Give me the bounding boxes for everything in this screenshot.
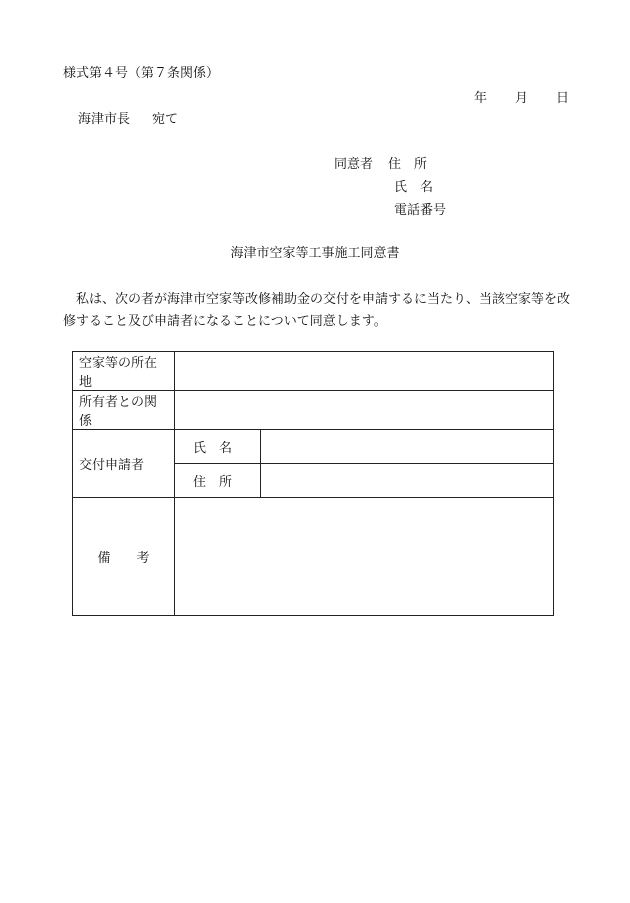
- table-row-location: [73, 352, 554, 391]
- applicant-name-label: 氏 名: [175, 430, 261, 464]
- applicant-name-field[interactable]: [261, 430, 554, 464]
- applicant-address-field[interactable]: [261, 464, 554, 498]
- relation-label: 所有者との関係: [73, 391, 175, 430]
- consenter-phone-label: 電話番号: [394, 203, 447, 218]
- remarks-label: 備 考: [73, 498, 175, 616]
- date-day-label: 日: [556, 91, 570, 106]
- document-title: 海津市空家等工事施工同意書: [230, 246, 400, 261]
- remarks-field[interactable]: [175, 498, 554, 616]
- consenter-label: 同意者: [334, 157, 374, 172]
- consenter-name-label: 氏 名: [394, 180, 434, 195]
- table-row-applicant-name: [73, 430, 554, 464]
- date-year-label: 年: [474, 91, 488, 106]
- addressee: [78, 112, 178, 128]
- applicant-label: 交付申請者: [73, 430, 175, 498]
- location-label: 空家等の所在地: [73, 352, 175, 391]
- table-row-relation: [73, 391, 554, 430]
- table-row-remarks: [73, 498, 554, 616]
- info-table: [72, 351, 554, 616]
- addressee-name: 海津市長: [78, 112, 131, 127]
- addressee-suffix: 宛て: [152, 112, 179, 127]
- consenter-address-label: 住 所: [388, 157, 428, 172]
- applicant-address-label: 住 所: [175, 464, 261, 498]
- date-line: [474, 91, 569, 107]
- consenter-block: [388, 157, 446, 226]
- date-month-label: 月: [515, 91, 529, 106]
- location-field[interactable]: [175, 352, 554, 391]
- consent-statement: 私は、次の者が海津市空家等改修補助金の交付を申請するに当たり、当該空家等を改修すること及び申請者になることについて同意します。: [63, 292, 571, 329]
- relation-field[interactable]: [175, 391, 554, 430]
- form-number: 様式第４号（第７条関係）: [63, 66, 220, 81]
